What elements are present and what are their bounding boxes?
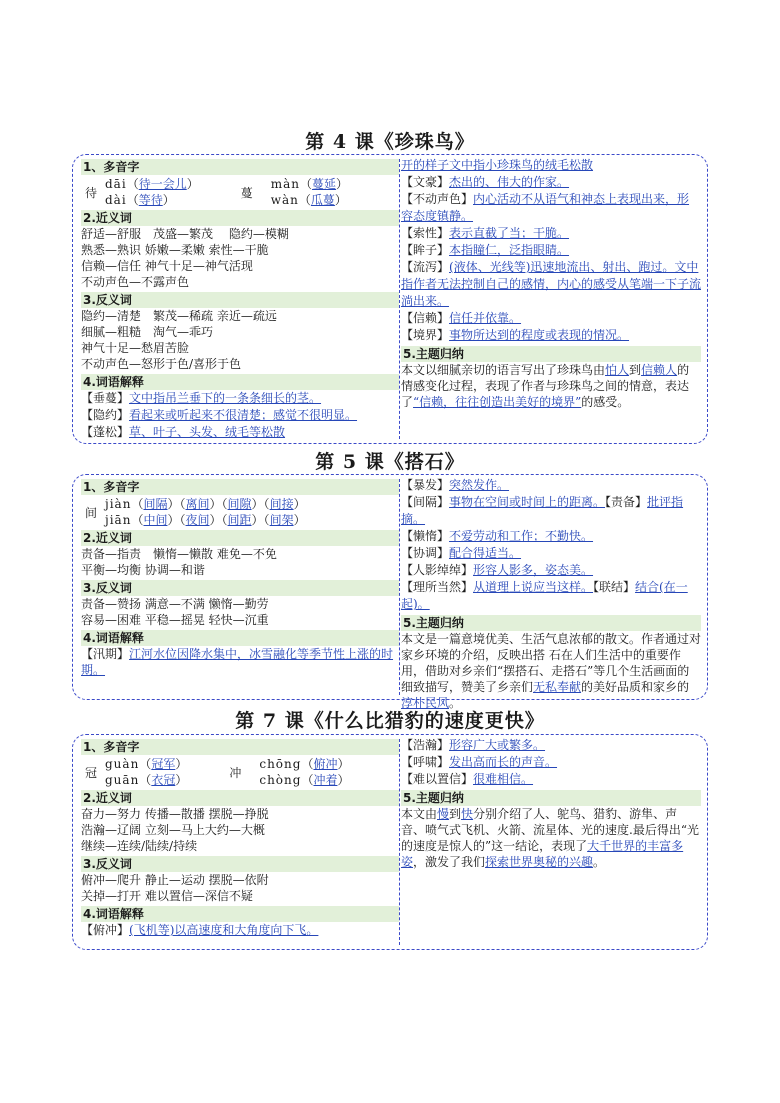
synonym-line: 浩瀚—辽阔 立刻—马上大约—大概: [81, 823, 265, 837]
theme-text: 本文以细腻亲切的语言写出了珍珠鸟由: [401, 363, 606, 377]
theme-answer: 探索世界奥秘的兴趣: [485, 855, 594, 869]
theme-heading: 5.主题归纳: [401, 615, 701, 631]
synonym-heading: 2.近义词: [81, 210, 399, 226]
theme-text: 的美好品质和家乡的: [581, 680, 690, 694]
term-word: 【眸子】: [401, 243, 450, 257]
pinyin: màn: [270, 177, 300, 191]
polyphone-word: 间接: [269, 497, 294, 511]
term-definition: 发出高而长的声音。: [449, 755, 558, 769]
term-word: 【不动声色】: [401, 192, 474, 206]
term-entry: [401, 562, 701, 579]
polyphone-word: 中间: [143, 513, 168, 527]
antonym-line: 容易—困难 平稳—摇晃 轻快—沉重: [81, 613, 269, 627]
term-heading: 4.词语解释: [81, 906, 399, 922]
lesson-4-right-column: [401, 157, 701, 441]
term-word: 【间隔】: [401, 495, 450, 509]
polyphone-char: 蔓: [240, 185, 253, 200]
term-word: 【联结】: [593, 580, 636, 594]
theme-heading: 5.主题归纳: [401, 790, 701, 806]
term-entry: [81, 390, 399, 407]
term-heading: 4.词语解释: [81, 630, 399, 646]
antonym-heading: 3.反义词: [81, 292, 399, 308]
term-word: 【垂蔓】: [81, 391, 130, 405]
term-entry: [401, 545, 701, 562]
pinyin: jiàn: [105, 497, 132, 511]
antonym-heading: 3.反义词: [81, 580, 399, 596]
polyphone-word: 夜间: [185, 513, 210, 527]
term-word: 【浩瀚】: [401, 738, 450, 752]
polyphone-word: 衣冠: [151, 773, 176, 787]
antonym-line: 不动声色—怒形于色/喜形于色: [81, 357, 242, 371]
pinyin: dài: [105, 193, 127, 207]
term-entry: [401, 754, 701, 771]
term-definition: 草、叶子、头发、绒毛等松散: [129, 425, 286, 439]
antonym-line: 神气十足—愁眉苦脸: [81, 341, 190, 355]
term-entry: [401, 477, 701, 494]
term-heading: 4.词语解释: [81, 374, 399, 390]
pinyin: jiān: [105, 513, 132, 527]
theme-answer: 无私奉献: [533, 680, 582, 694]
synonym-line: 责备—指责 懒惰—懒散 难免—不免: [81, 547, 277, 561]
pinyin: dāi: [105, 177, 127, 191]
theme-text: 本文是一篇意境优美、生活气息浓郁的散文。作者通过对家乡环境的介绍，反映出搭 石在人们生活中的重要作用，借助对乡亲们“摆搭石、走搭石”等几个生活画面的细致描写，赞美了乡亲们: [401, 632, 702, 694]
antonym-line: 关掉—打开 难以置信—深信不疑: [81, 889, 253, 903]
theme-paragraph: [401, 806, 701, 870]
polyphone-char: 冠: [85, 765, 98, 780]
term-word: 【信赖】: [401, 311, 450, 325]
term-word: 【责备】: [605, 495, 648, 509]
term-entry: [81, 646, 399, 678]
polyphone-word: 冲着: [313, 773, 338, 787]
theme-text: 分别介绍了人、鸵鸟、猎豹、游隼、声音、喷气式飞机、火箭、流星体、光的速度.最后得出“光的速度是惊人的”这一结论，表现了: [401, 807, 699, 853]
synonym-line: 奋力—努力 传播—散播 摆脱—挣脱: [81, 807, 269, 821]
synonym-line: 继续—连续/陆续/持续: [81, 839, 198, 853]
term-continuation: 开的样子文中指小珍珠鸟的绒毛松散: [401, 158, 594, 172]
synonym-heading: 2.近义词: [81, 790, 399, 806]
theme-text: 到: [629, 363, 642, 377]
polyphone-word: 待一会儿: [138, 177, 187, 191]
term-definition: 不爱劳动和工作；不勤快。: [449, 529, 594, 543]
term-definition: 结合(在一起)。: [401, 580, 688, 611]
pinyin: chōng: [259, 757, 302, 771]
term-word: 【索性】: [401, 226, 450, 240]
theme-answer: 信赖人: [641, 363, 678, 377]
polyphone-group: [85, 176, 399, 208]
term-definition: (液体、光线等)迅速地流出、射出、跑过。文中指作者无法控制自己的感情，内心的感受从笔端一下子流淌出来。: [401, 260, 702, 308]
column-divider: [399, 159, 400, 439]
polyphone-char: 待: [85, 185, 98, 200]
polyphone-word: 瓜蔓: [310, 193, 335, 207]
lesson-5-left-column: [81, 477, 399, 697]
theme-text: 本文由: [401, 807, 438, 821]
pinyin: guān: [105, 773, 140, 787]
polyphone-group: 间 jiàn（间隔）（离间）（间隙）（间接） jiān（中间）（夜间）（间距）（间架）: [85, 497, 306, 527]
theme-text: 到: [449, 807, 462, 821]
lesson-7-left-column: [81, 737, 399, 947]
polyphone-word: 俯冲: [313, 757, 338, 771]
polyphone-item: 蔓 màn（蔓延） wàn（瓜蔓）: [240, 177, 349, 207]
polyphone-group: [85, 756, 399, 788]
term-definition: 内心活动不从语气和神态上表现出来，形容态度镇静。: [401, 192, 690, 223]
lesson-7-title: 第 7 课《什么比猎豹的速度更快》: [235, 710, 545, 732]
term-word: 【呼啸】: [401, 755, 450, 769]
pinyin: wàn: [270, 193, 299, 207]
term-definition: 杰出的、伟大的作家。: [449, 175, 570, 189]
theme-answer: 快: [461, 807, 474, 821]
term-entry: [401, 191, 701, 225]
lesson-5-title: 第 5 课《搭石》: [315, 451, 465, 473]
term-definition: 表示直截了当；干脆。: [449, 226, 570, 240]
term-definition: (飞机等)以高速度和大角度向下飞。: [129, 923, 319, 937]
term-definition: 事物在空间或时间上的距离。: [449, 495, 606, 509]
term-word: 【人影绰绰】: [401, 563, 474, 577]
theme-text: 的感受。: [581, 395, 630, 409]
antonym-line: 隐约—清楚 繁茂—稀疏 亲近—疏远: [81, 309, 277, 323]
term-entry: [401, 242, 701, 259]
antonym-line: 俯冲—爬升 静止—运动 摆脱—依附: [81, 873, 269, 887]
term-word: 【俯冲】: [81, 923, 130, 937]
polyphone-char: 冲: [229, 765, 242, 780]
polyphone-char: 间: [85, 505, 98, 520]
term-entry: [81, 922, 399, 939]
term-definition: 文中指吊兰垂下的一条条细长的茎。: [129, 391, 322, 405]
term-entry: [401, 174, 701, 191]
term-entry: [401, 327, 701, 344]
polyphone-word: 间隔: [143, 497, 168, 511]
polyphone-heading: 1、多音字: [81, 159, 399, 175]
term-entry: [401, 579, 701, 613]
term-word: 【暴发】: [401, 478, 450, 492]
term-word: 【汛期】: [81, 647, 130, 661]
antonym-line: 责备—赞扬 满意—不满 懒惰—勤劳: [81, 597, 269, 611]
term-definition: 看起来或听起来不很清楚；感觉不很明显。: [129, 408, 358, 422]
synonym-line: 平衡—均衡 协调—和谐: [81, 563, 205, 577]
synonym-line: 舒适—舒服 茂盛—繁茂 隐约—模糊: [81, 227, 289, 241]
antonym-line: 细腻—粗糙 淘气—乖巧: [81, 325, 214, 339]
term-word: 【难以置信】: [401, 772, 474, 786]
term-word: 【文豪】: [401, 175, 450, 189]
lesson-4-title: 第 4 课《珍珠鸟》: [305, 131, 475, 153]
theme-answer: 慢: [437, 807, 450, 821]
pinyin: chòng: [259, 773, 302, 787]
term-definition: 突然发作。: [449, 478, 510, 492]
antonym-heading: 3.反义词: [81, 856, 399, 872]
theme-text: 。: [449, 696, 462, 710]
theme-heading: 5.主题归纳: [401, 346, 701, 362]
theme-text: 。: [593, 855, 606, 869]
lesson-4-box: [72, 154, 708, 444]
synonym-line: 不动声色—不露声色: [81, 275, 190, 289]
term-definition: 江河水位因降水集中，冰雪融化等季节性上涨的时期。: [81, 647, 394, 677]
term-definition: 本指瞳仁，泛指眼睛。: [449, 243, 570, 257]
polyphone-item: 待 dāi（待一会儿） dài（等待）: [85, 177, 199, 207]
polyphone-item: 冠 guàn（冠军） guān（衣冠）: [85, 757, 188, 787]
lesson-7-right-column: [401, 737, 701, 947]
term-entry: [401, 737, 701, 754]
lesson-5-right-column: [401, 477, 702, 710]
polyphone-heading: 1、多音字: [81, 739, 399, 755]
term-definition: 事物所达到的程度或表现的情况。: [449, 328, 630, 342]
term-word: 【协调】: [401, 546, 450, 560]
lesson-7-box: [72, 734, 708, 950]
term-entry: [81, 407, 399, 424]
lesson-5-box: [72, 474, 708, 710]
polyphone-item: 冲 chōng（俯冲） chòng（冲着）: [229, 757, 350, 787]
term-definition: 形容广大或繁多。: [449, 738, 546, 752]
theme-answer: 大千世界的丰富多姿: [401, 839, 684, 869]
term-word: 【流泻】: [401, 260, 450, 274]
polyphone-word: 蔓延: [312, 177, 337, 191]
theme-paragraph: [401, 631, 701, 711]
theme-text: ，激发了我们: [413, 855, 486, 869]
term-word: 【理所当然】: [401, 580, 474, 594]
lesson-4-left-column: [81, 157, 399, 441]
polyphone-word: 间隙: [227, 497, 252, 511]
polyphone-word: 间架: [269, 513, 294, 527]
theme-paragraph: [401, 362, 701, 410]
term-definition: 形容人影多，姿态美。: [473, 563, 594, 577]
polyphone-heading: 1、多音字: [81, 479, 399, 495]
term-entry: [81, 424, 399, 441]
term-entry: [401, 528, 701, 545]
column-divider: [399, 739, 400, 945]
term-entry: [401, 771, 701, 788]
term-definition: 从道理上说应当这样。: [473, 580, 594, 594]
theme-answer: “信赖，往往创造出美好的境界”: [413, 395, 582, 409]
term-entry: [401, 259, 701, 310]
term-word: 【懒惰】: [401, 529, 450, 543]
synonym-heading: 2.近义词: [81, 530, 399, 546]
term-definition: 信任并依靠。: [449, 311, 522, 325]
term-word: 【境界】: [401, 328, 450, 342]
polyphone-word: 离间: [185, 497, 210, 511]
term-definition: 配合得适当。: [449, 546, 522, 560]
column-divider: [399, 479, 400, 695]
term-entry: [401, 494, 701, 528]
polyphone-word: 等待: [138, 193, 163, 207]
polyphone-word: 冠军: [151, 757, 176, 771]
synonym-line: 信赖—信任 神气十足—神气活现: [81, 259, 253, 273]
theme-answer: 淳朴民风: [401, 696, 450, 710]
synonym-line: 熟悉—熟识 娇嫩—柔嫩 索性—干脆: [81, 243, 269, 257]
pinyin: guàn: [105, 757, 140, 771]
term-definition: 很难相信。: [473, 772, 534, 786]
term-word: 【隐约】: [81, 408, 130, 422]
theme-text: 的情感变化过程，表现了作者与珍珠鸟之间的情意，表达了: [401, 363, 690, 409]
polyphone-word: 间距: [227, 513, 252, 527]
term-entry: [401, 225, 701, 242]
term-word: 【蓬松】: [81, 425, 130, 439]
term-definition: 批评指摘。: [401, 495, 684, 526]
theme-answer: 怕人: [605, 363, 630, 377]
term-entry: [401, 310, 701, 327]
